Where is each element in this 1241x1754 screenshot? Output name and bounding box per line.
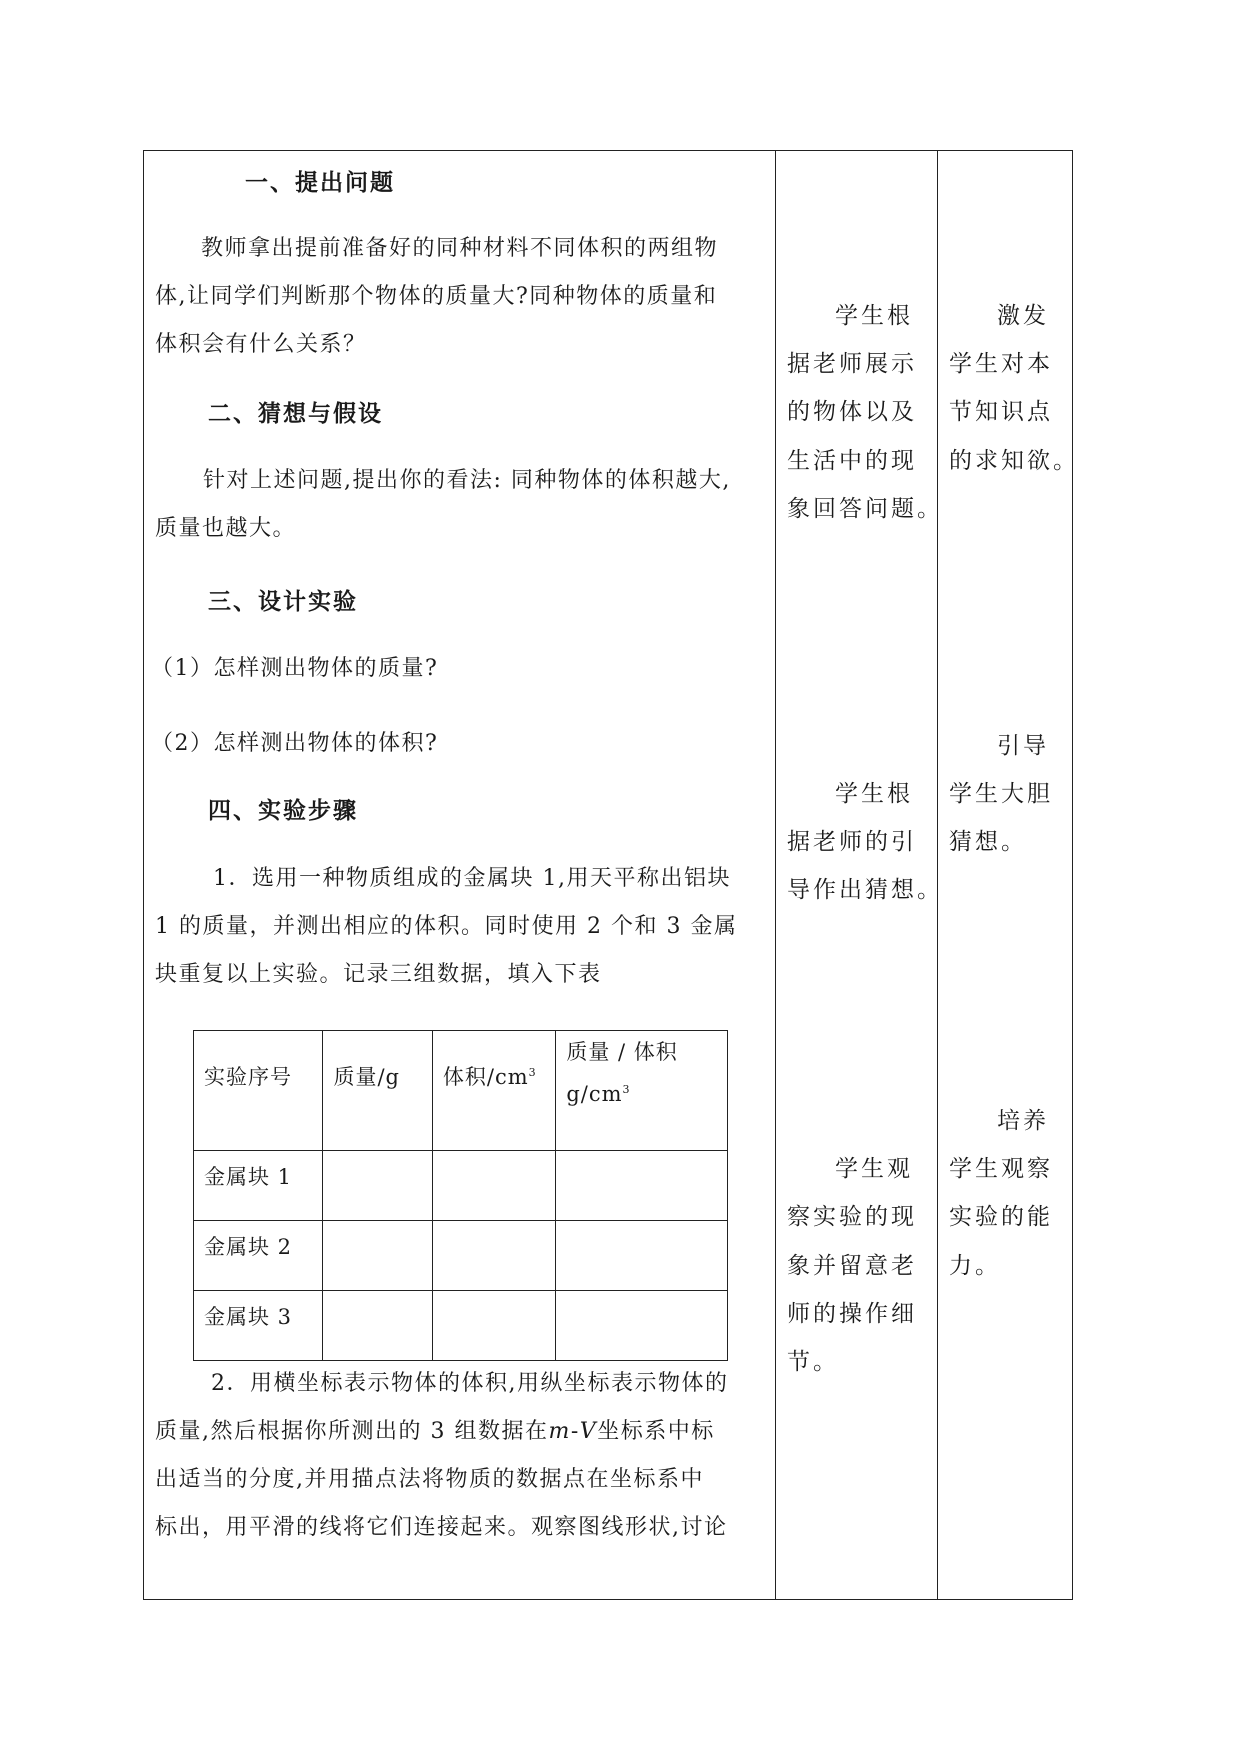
paragraph-line: 体,让同学们判断那个物体的质量大?同种物体的质量和 xyxy=(155,284,718,309)
intent-line: 学生对本 xyxy=(949,351,1053,377)
row-label: 金属块 1 xyxy=(194,1151,323,1221)
activity-line: 据老师展示 xyxy=(787,351,917,377)
intent-line: 实验的能 xyxy=(949,1204,1053,1230)
heading-design-experiment: 三、设计实验 xyxy=(208,589,358,615)
row-label: 金属块 2 xyxy=(194,1221,323,1291)
paragraph-line: 1 的质量，并测出相应的体积。同时使用 2 个和 3 金属 xyxy=(155,914,738,939)
paragraph-line: 块重复以上实验。记录三组数据，填入下表 xyxy=(155,962,602,987)
table-cell xyxy=(556,1151,728,1221)
intent-line: 节知识点 xyxy=(949,399,1053,425)
intent-line: 培养 xyxy=(997,1108,1049,1134)
heading-experiment-steps: 四、实验步骤 xyxy=(208,798,358,824)
paragraph-line: 1．选用一种物质组成的金属块 1,用天平称出铝块 xyxy=(213,866,731,891)
activity-line: 学生观 xyxy=(835,1156,913,1182)
heading-ask-question: 一、提出问题 xyxy=(245,170,395,196)
paragraph-line: 出适当的分度,并用描点法将物质的数据点在坐标系中 xyxy=(155,1467,704,1492)
table-cell xyxy=(432,1151,555,1221)
paragraph-line: 质量,然后根据你所测出的 3 组数据在m-V坐标系中标 xyxy=(155,1419,715,1444)
question-mass: （1）怎样测出物体的质量? xyxy=(151,656,439,681)
table-cell xyxy=(432,1291,555,1361)
teaching-content-column xyxy=(143,150,775,1600)
table-header-row xyxy=(194,1031,728,1151)
activity-line: 的物体以及 xyxy=(787,399,917,425)
activity-line: 节。 xyxy=(787,1349,839,1375)
table-cell xyxy=(556,1221,728,1291)
table-row xyxy=(194,1151,728,1221)
header-density: 质量 / 体积 $g/cm^3$ xyxy=(556,1031,728,1151)
activity-line: 师的操作细 xyxy=(787,1301,917,1327)
table-cell xyxy=(556,1291,728,1361)
header-volume: 体积$/cm^3$ xyxy=(432,1031,555,1151)
design-intent-column xyxy=(939,150,1079,1600)
row-label: 金属块 3 xyxy=(194,1291,323,1361)
paragraph-line: 体积会有什么关系？ xyxy=(155,332,367,357)
intent-line: 引导 xyxy=(997,733,1049,759)
intent-line: 猜想。 xyxy=(949,829,1027,855)
question-volume: （2）怎样测出物体的体积? xyxy=(151,731,439,756)
intent-line: 学生观察 xyxy=(949,1156,1053,1182)
activity-line: 导作出猜想。 xyxy=(787,877,943,903)
heading-hypothesis: 二、猜想与假设 xyxy=(208,401,383,427)
data-record-table xyxy=(193,1030,728,1361)
header-mass: 质量/g xyxy=(323,1031,432,1151)
table-cell xyxy=(323,1291,432,1361)
column-divider-1 xyxy=(775,150,776,1600)
intent-line: 力。 xyxy=(949,1253,1001,1279)
activity-line: 学生根 xyxy=(835,781,913,807)
paragraph-line: 教师拿出提前准备好的同种材料不同体积的两组物 xyxy=(201,236,719,261)
student-activity-column xyxy=(777,150,943,1600)
activity-line: 据老师的引 xyxy=(787,829,917,855)
paragraph-line: 2．用横坐标表示物体的体积,用纵坐标表示物体的 xyxy=(211,1371,729,1396)
table-row xyxy=(194,1221,728,1291)
table-cell xyxy=(323,1151,432,1221)
table-cell xyxy=(323,1221,432,1291)
intent-line: 学生大胆 xyxy=(949,781,1053,807)
intent-line: 激发 xyxy=(997,303,1049,329)
activity-line: 生活中的现 xyxy=(787,448,917,474)
paragraph-line: 标出，用平滑的线将它们连接起来。观察图线形状,讨论 xyxy=(155,1515,728,1540)
intent-line: 的求知欲。 xyxy=(949,448,1079,474)
activity-line: 学生根 xyxy=(835,303,913,329)
paragraph-line: 质量也越大。 xyxy=(155,516,297,541)
table-cell xyxy=(432,1221,555,1291)
activity-line: 象回答问题。 xyxy=(787,496,943,522)
header-experiment-no: 实验序号 xyxy=(194,1031,323,1151)
activity-line: 象并留意老 xyxy=(787,1253,917,1279)
paragraph-line: 针对上述问题,提出你的看法: 同种物体的体积越大, xyxy=(203,468,731,493)
table-row xyxy=(194,1291,728,1361)
activity-line: 察实验的现 xyxy=(787,1204,917,1230)
